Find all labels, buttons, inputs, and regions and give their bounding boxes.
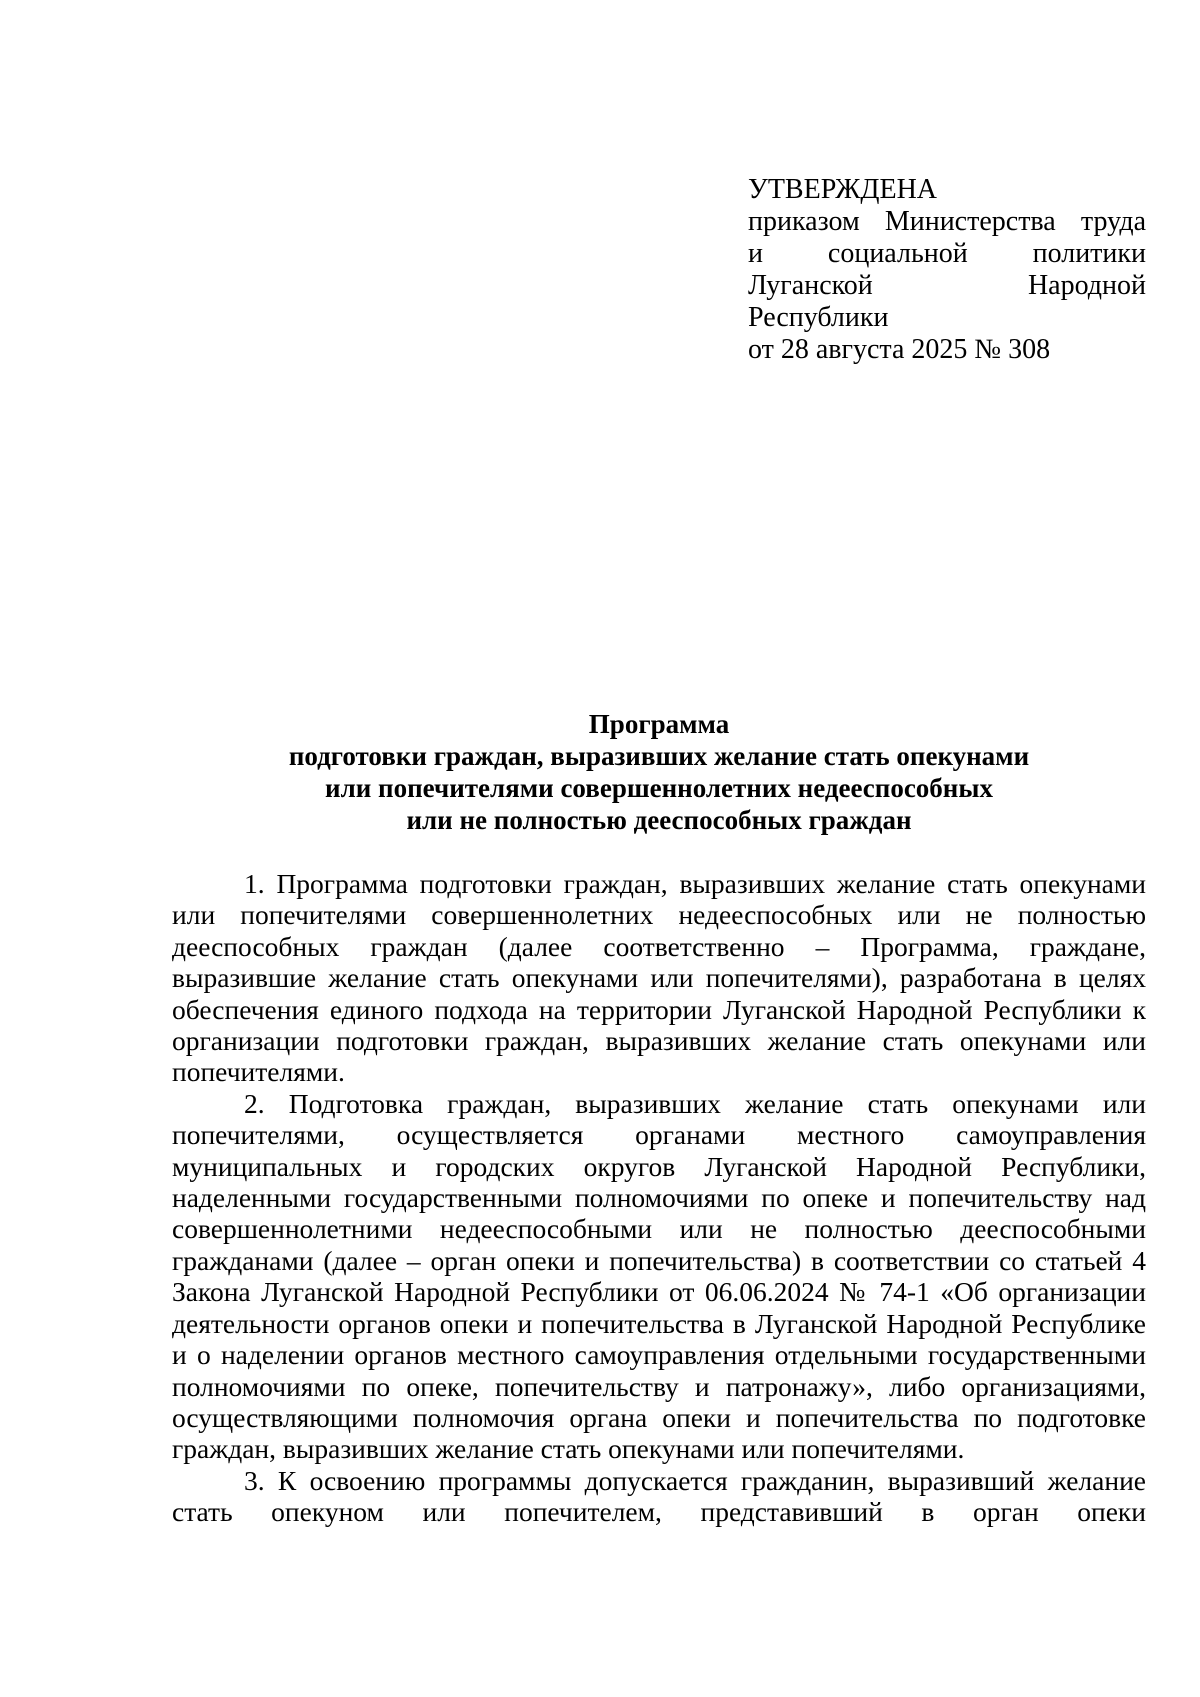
approval-line-4: Республики <box>748 302 889 333</box>
title-line-1: Программа <box>588 709 730 739</box>
document-body <box>172 868 1146 1528</box>
approval-line-5: от 28 августа 2025 № 308 <box>748 334 1051 365</box>
title-line-3: или попечителями совершеннолетних недееспособных <box>325 773 993 803</box>
document-title <box>172 708 1146 836</box>
approval-line-2: и социальной политики <box>748 238 1146 269</box>
paragraph-3: 3. К освоению программы допускается гражданин, выразивший желание стать опекуном или попечителем, представивший в орган опеки <box>172 1464 1146 1528</box>
paragraph-2: 2. Подготовка граждан, выразивших желание стать опекунами или попечителями, осуществляется органами местного самоуправления муниципальных и городских округов Луганской Народной Республики, наделенными государственными полномочиями по опеке и попечительству над совершеннолетними недееспособными или не полностью дееспособными гражданами (далее – орган опеки и попечительства) в соответствии со статьей 4 Закона Луганской Народной Республики от 06.06.2024 № 74-1 «Об организации деятельности органов опеки и попечительства в Луганской Народной Республике и о наделении органов местного самоуправления отдельными государственными полномочиями по опеке, попечительству и патронажу», либо организациями, осуществляющими полномочия органа опеки и попечительства по подготовке граждан, выразивших желание стать опекунами или попечителями. <box>172 1087 1146 1465</box>
paragraph-1: 1. Программа подготовки граждан, выразивших желание стать опекунами или попечителями совершеннолетних недееспособных или не полностью дееспособных граждан (далее соответственно – Программа, граждане, выразившие желание стать опекунами или попечителями), разработана в целях обеспечения единого подхода на территории Луганской Народной Республики к организации подготовки граждан, выразивших желание стать опекунами или попечителями. <box>172 868 1146 1088</box>
title-line-4: или не полностью дееспособных граждан <box>406 805 912 835</box>
approval-line-1: приказом Министерства труда <box>748 206 1146 237</box>
approval-line-3: Луганской Народной <box>748 270 1146 301</box>
approval-heading: УТВЕРЖДЕНА <box>748 174 938 205</box>
title-line-2: подготовки граждан, выразивших желание стать опекунами <box>288 741 1030 771</box>
approval-stamp <box>748 174 1146 366</box>
